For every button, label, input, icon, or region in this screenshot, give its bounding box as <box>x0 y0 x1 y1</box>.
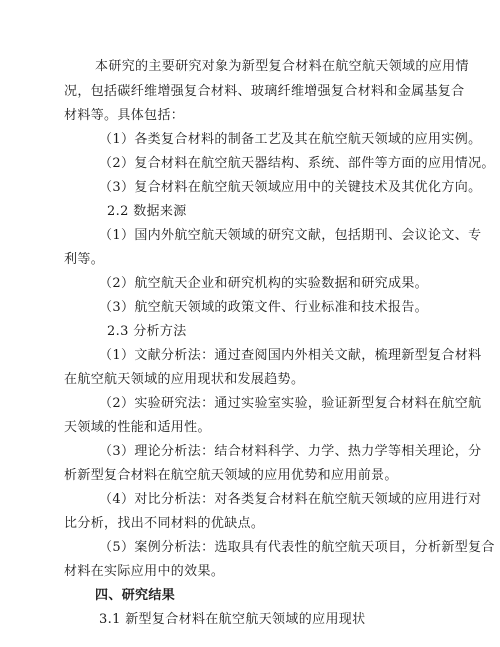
intro-line-2: 况，包括碳纤维增强复合材料、玻璃纤维增强复合材料和金属基复合 <box>64 84 465 99</box>
method-item-2-line-2: 天领域的性能和适用性。 <box>64 420 211 435</box>
method-item-5-line-2: 材料在实际应用中的效果。 <box>64 564 225 579</box>
data-source-item-1-line-1: （1）国内外航空航天领域的研究文献，包括期刊、会议论文、专 <box>99 228 482 243</box>
results-subheading: 3.1 新型复合材料在航空航天领域的应用现状 <box>99 612 366 627</box>
data-source-item-1-line-2: 利等。 <box>64 252 105 267</box>
method-item-4-line-1: （4）对比分析法：对各类复合材料在航空航天领域的应用进行对 <box>99 492 482 507</box>
intro-line-1: 本研究的主要研究对象为新型复合材料在航空航天领域的应用情 <box>95 59 469 74</box>
section-heading-data-source: 2.2 数据来源 <box>107 204 187 219</box>
intro-line-3: 材料等。具体包括： <box>64 108 185 123</box>
object-item-1: （1）各类复合材料的制备工艺及其在航空航天领域的应用实例。 <box>99 132 482 147</box>
method-item-2-line-1: （2）实验研究法：通过实验室实验，验证新型复合材料在航空航 <box>99 396 482 411</box>
object-item-3: （3）复合材料在航空航天领域应用中的关键技术及其优化方向。 <box>99 180 482 195</box>
data-source-item-2: （2）航空航天企业和研究机构的实验数据和研究成果。 <box>99 276 429 291</box>
method-item-4-line-2: 比分析，找出不同材料的优缺点。 <box>64 516 265 531</box>
method-item-5-line-1: （5）案例分析法：选取具有代表性的航空航天项目，分析新型复合 <box>99 540 495 555</box>
data-source-item-3: （3）航空航天领域的政策文件、行业标准和技术报告。 <box>99 300 429 315</box>
method-item-1-line-1: （1）文献分析法：通过查阅国内外相关文献，梳理新型复合材料 <box>99 348 482 363</box>
method-item-3-line-1: （3）理论分析法：结合材料科学、力学、热力学等相关理论，分 <box>99 444 482 459</box>
section-heading-methods: 2.3 分析方法 <box>107 324 187 339</box>
method-item-1-line-2: 在航空航天领域的应用现状和发展趋势。 <box>64 372 305 387</box>
object-item-2: （2）复合材料在航空航天器结构、系统、部件等方面的应用情况。 <box>99 156 495 171</box>
method-item-3-line-2: 析新型复合材料在航空航天领域的应用优势和应用前景。 <box>64 468 398 483</box>
section-heading-results: 四、研究结果 <box>95 588 176 603</box>
